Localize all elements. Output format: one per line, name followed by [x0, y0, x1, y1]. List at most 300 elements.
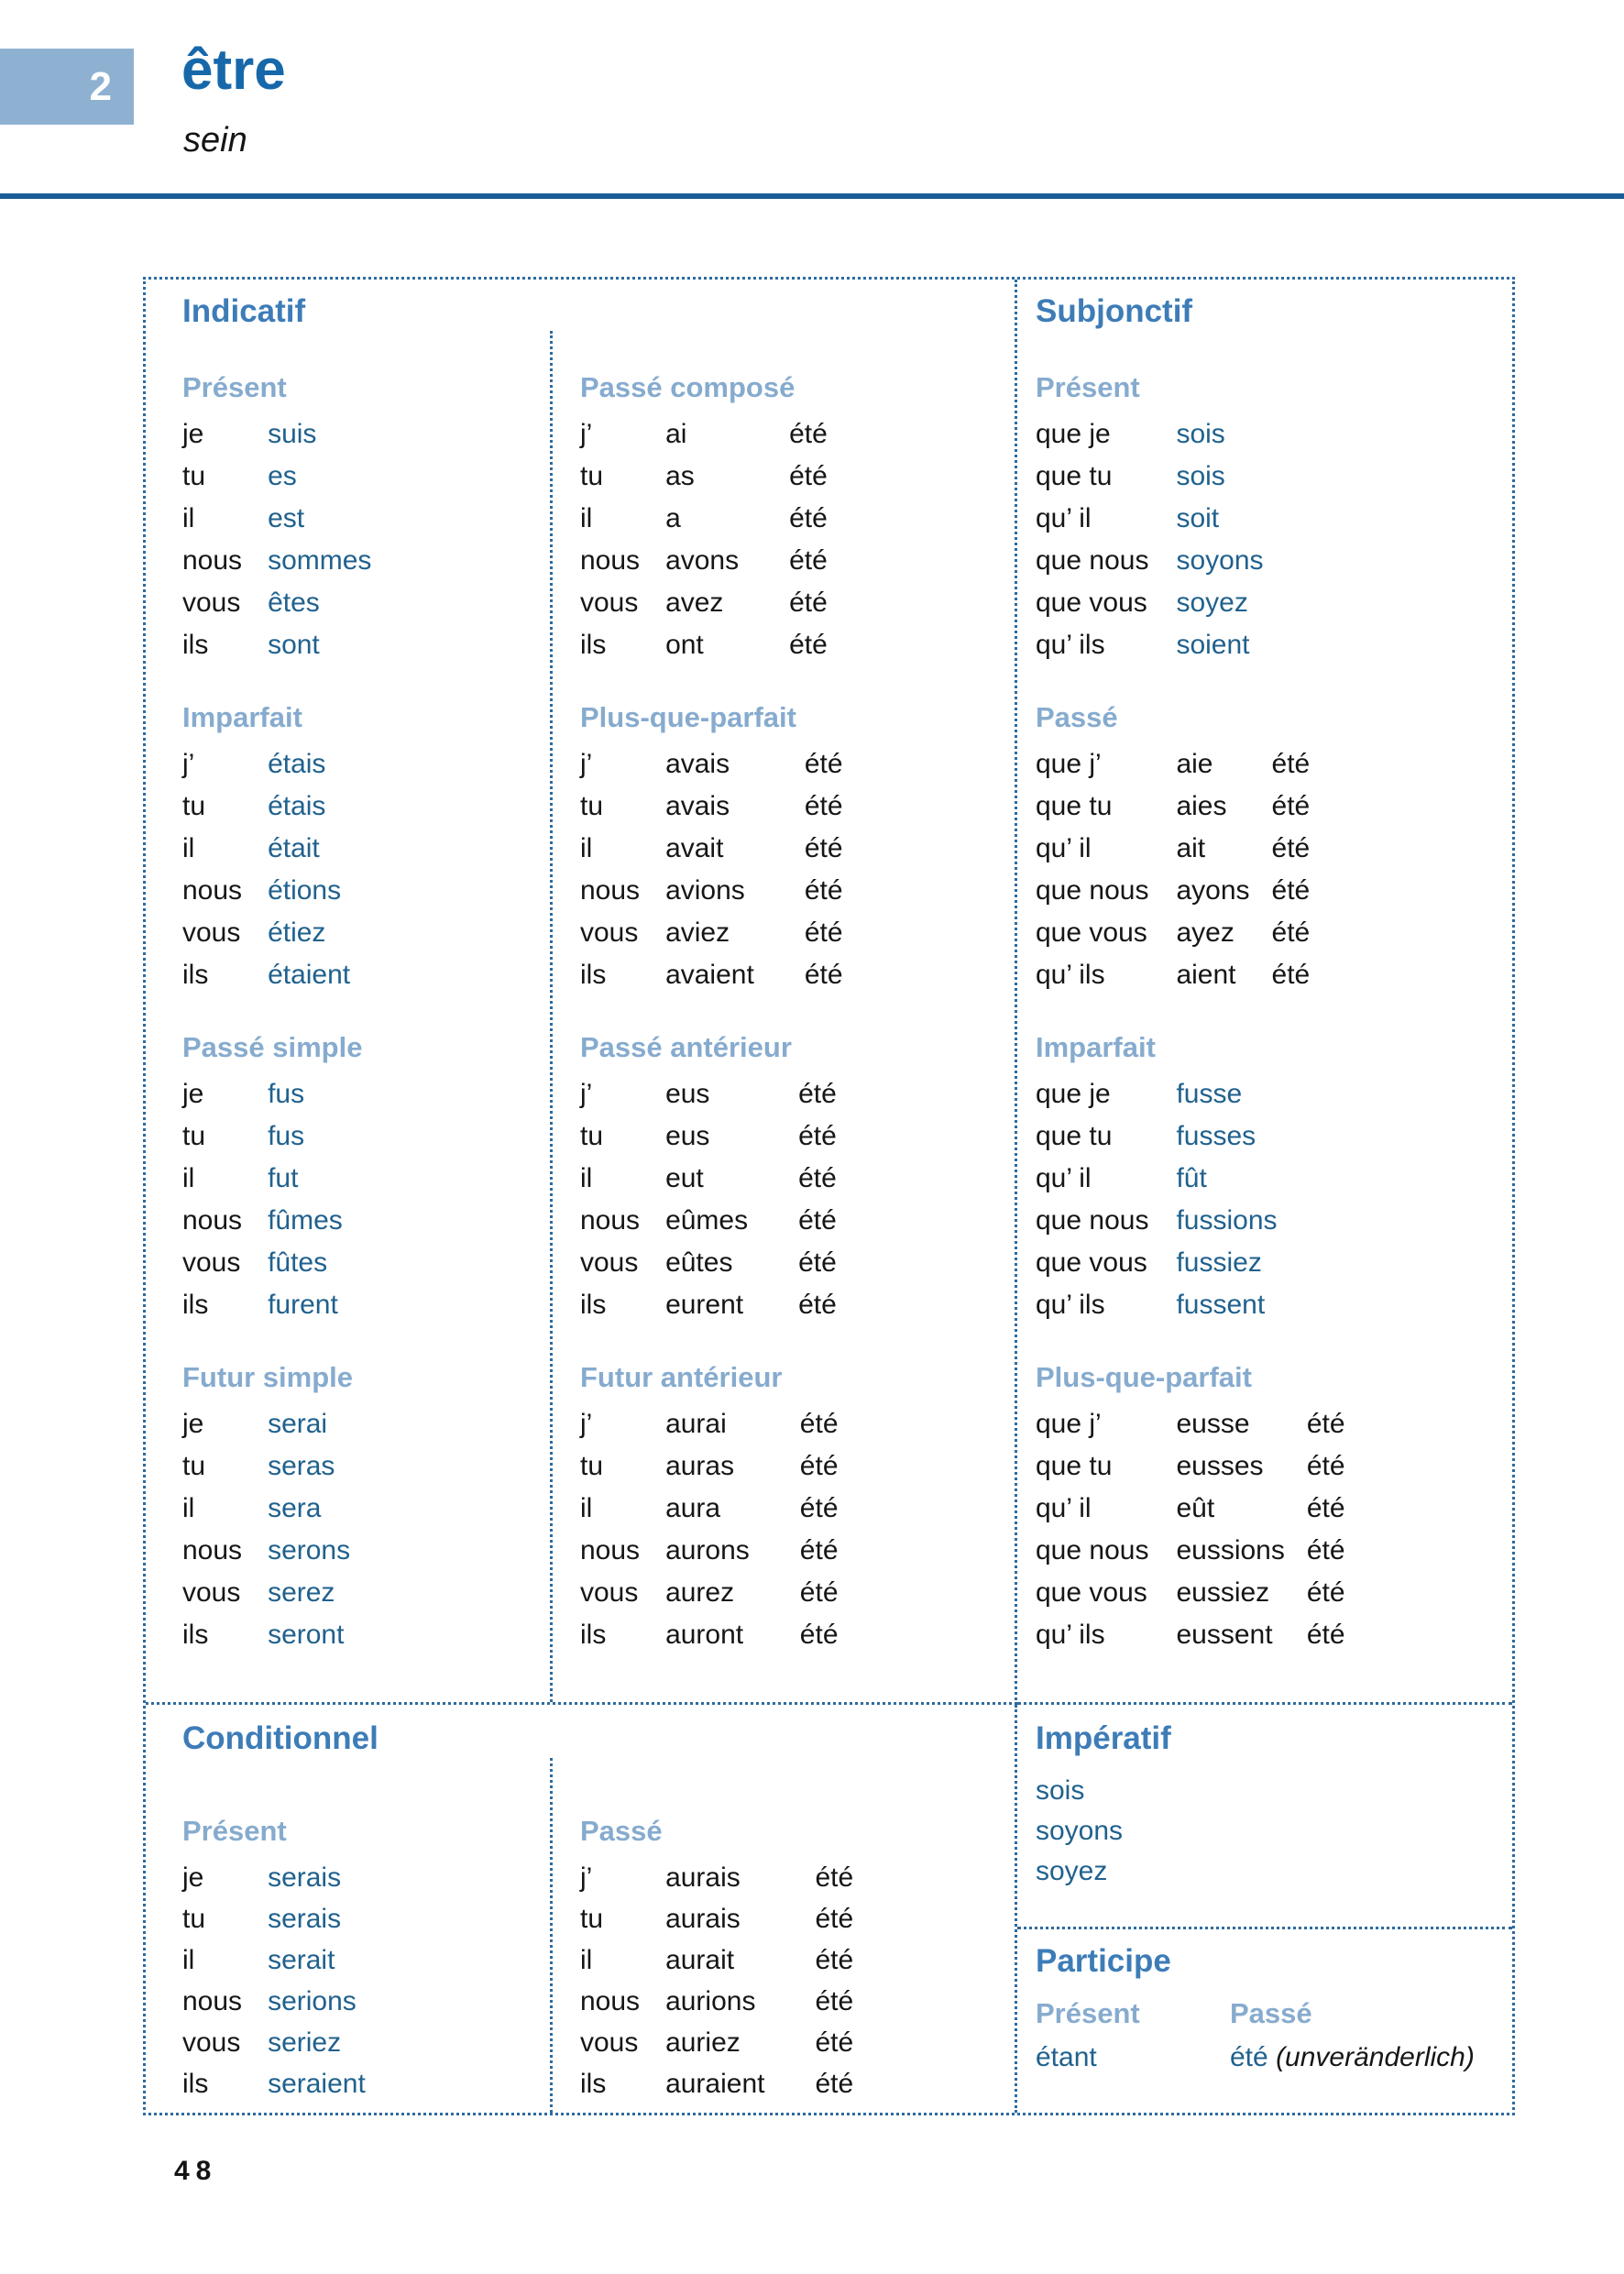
pronoun-cell: qu’ ils	[1036, 960, 1105, 990]
pronoun-cell: j’	[580, 1079, 593, 1109]
pronoun-cell: tu	[182, 1121, 206, 1151]
indicatif-passe-simple-block	[182, 1029, 550, 1326]
imperatif-participe-section	[1017, 1705, 1512, 2113]
conjugation-row	[1036, 954, 1310, 996]
auxiliary-cell: aviez	[665, 917, 730, 948]
participle-cell: été	[815, 2069, 854, 2099]
participle-cell: été	[789, 630, 828, 660]
auxiliary-cell: eus	[665, 1121, 710, 1151]
conjugation-row	[182, 1445, 350, 1488]
auxiliary-cell: auriez	[665, 2027, 741, 2058]
tense-label: Imparfait	[1036, 1031, 1156, 1063]
pronoun-cell: ils	[580, 630, 607, 660]
conjugation-row	[580, 1572, 839, 1614]
auxiliary-cell: eusses	[1176, 1451, 1264, 1481]
auxiliary-cell: aurions	[665, 1986, 756, 2016]
conjugation-row	[182, 582, 371, 624]
header-rule	[0, 193, 1624, 199]
conjugation-row	[182, 1158, 343, 1200]
conjugation-row	[1036, 1530, 1345, 1572]
conjugation-row	[580, 456, 828, 498]
verb-cell: fussent	[1176, 1290, 1266, 1320]
participle-cell: été	[815, 2027, 854, 2058]
conjugation-table	[580, 413, 828, 666]
participle-cell: été	[799, 1620, 839, 1650]
conjugation-row	[1036, 540, 1264, 582]
conjugation-row	[182, 1200, 343, 1242]
pronoun-cell: il	[182, 833, 195, 863]
verb-cell: était	[268, 833, 320, 863]
auxiliary-cell: eussions	[1176, 1535, 1285, 1565]
page-subtitle-translation: sein	[183, 121, 247, 159]
conjugation-row	[1036, 624, 1264, 666]
pronoun-cell: il	[580, 1945, 593, 1975]
tense-label: Passé	[1036, 701, 1118, 733]
pronoun-cell: tu	[182, 791, 206, 821]
auxiliary-cell: avons	[665, 545, 740, 576]
conjugation-row	[580, 1115, 837, 1158]
page-title: être	[181, 38, 286, 102]
conjugation-table	[182, 1073, 343, 1326]
verb-cell: sois	[1176, 419, 1225, 449]
tense-label: Futur simple	[182, 1361, 354, 1393]
conjugation-row	[580, 1898, 853, 1939]
conditionnel-column-2	[550, 1758, 1015, 2113]
pronoun-cell: il	[580, 1493, 593, 1523]
participle-cell: été	[815, 1862, 854, 1893]
indicatif-columns	[182, 331, 1015, 1702]
conjugation-row	[182, 456, 371, 498]
participe-section	[1017, 1929, 1512, 2076]
auxiliary-cell: aurais	[665, 1862, 741, 1893]
conjugation-row	[580, 743, 843, 785]
verb-cell: seriez	[268, 2027, 342, 2058]
conjugation-row	[1036, 1572, 1345, 1614]
participle-cell: été	[804, 875, 843, 906]
participle-cell: été	[1306, 1620, 1345, 1650]
pronoun-cell: j’	[580, 749, 593, 779]
pronoun-cell: que nous	[1036, 545, 1149, 576]
conjugation-row	[1036, 1488, 1345, 1530]
tense-label: Plus-que-parfait	[580, 701, 796, 733]
conjugation-row	[580, 1939, 853, 1981]
subjonctif-section	[1017, 280, 1512, 1705]
verb-cell: fusses	[1176, 1121, 1256, 1151]
conjugation-row	[182, 1403, 350, 1445]
pronoun-cell: nous	[182, 545, 243, 576]
conjugation-table	[182, 413, 371, 666]
conjugation-row	[580, 413, 828, 456]
conjugation-row	[182, 1898, 366, 1939]
verb-cell: seront	[268, 1620, 345, 1650]
section-title-imperatif: Impératif	[1036, 1720, 1171, 1756]
conjugation-table	[580, 743, 843, 996]
verb-cell: fus	[268, 1121, 305, 1151]
conjugation-row	[580, 582, 828, 624]
pronoun-cell: que je	[1036, 1079, 1111, 1109]
pronoun-cell: que tu	[1036, 791, 1113, 821]
conjugation-row	[580, 1158, 837, 1200]
participle-cell: été	[798, 1121, 837, 1151]
conjugation-row	[182, 1857, 366, 1898]
conjugation-table	[182, 1857, 366, 2104]
conjugation-table	[182, 1403, 350, 1656]
auxiliary-cell: ayez	[1176, 917, 1234, 948]
verb-cell: fut	[268, 1163, 299, 1193]
conjugation-row	[1036, 912, 1310, 954]
participe-passe-note: (unveränderlich)	[1276, 2042, 1475, 2072]
subjonctif-passe-block	[1036, 699, 1512, 996]
pronoun-cell: vous	[182, 1247, 241, 1278]
verb-cell: étais	[268, 791, 326, 821]
tense-label: Présent	[182, 1815, 287, 1847]
conjugation-row	[182, 2063, 366, 2104]
verb-cell: es	[268, 461, 297, 491]
conjugation-row	[580, 1445, 839, 1488]
pronoun-cell: nous	[182, 875, 243, 906]
conjugation-row	[182, 2022, 366, 2063]
pronoun-cell: vous	[580, 1247, 639, 1278]
pronoun-cell: ils	[580, 1290, 607, 1320]
conjugation-row	[182, 1073, 343, 1115]
participle-cell: été	[1271, 917, 1311, 948]
conjugation-row	[182, 1284, 343, 1326]
conjugation-row	[1036, 1115, 1278, 1158]
indicatif-column-1	[182, 331, 550, 1702]
pronoun-cell: il	[182, 1945, 195, 1975]
conjugation-table-box	[143, 277, 1515, 2115]
tense-label: Passé antérieur	[580, 1031, 792, 1063]
pronoun-cell: nous	[182, 1986, 243, 2016]
auxiliary-cell: eurent	[665, 1290, 744, 1320]
participe-labels-row	[1036, 1995, 1512, 2032]
pronoun-cell: que vous	[1036, 1247, 1147, 1278]
participle-cell: été	[804, 791, 843, 821]
verb-cell: suis	[268, 419, 317, 449]
verb-cell: serions	[268, 1986, 357, 2016]
pronoun-cell: vous	[580, 2027, 639, 2058]
pronoun-cell: tu	[182, 1904, 206, 1934]
pronoun-cell: j’	[580, 1862, 593, 1893]
verb-cell: fusse	[1176, 1079, 1243, 1109]
verb-cell: serais	[268, 1904, 342, 1934]
auxiliary-cell: aurai	[665, 1409, 727, 1439]
pronoun-cell: j’	[580, 419, 593, 449]
pronoun-cell: je	[182, 1862, 204, 1893]
indicatif-section	[146, 280, 1017, 1705]
participle-cell: été	[804, 917, 843, 948]
pronoun-cell: tu	[182, 1451, 206, 1481]
participle-cell: été	[798, 1163, 837, 1193]
pronoun-cell: il	[580, 1163, 593, 1193]
pronoun-cell: il	[580, 833, 593, 863]
pronoun-cell: ils	[580, 960, 607, 990]
auxiliary-cell: avez	[665, 588, 724, 618]
participle-cell: été	[799, 1535, 839, 1565]
auxiliary-cell: aurons	[665, 1535, 750, 1565]
participle-cell: été	[799, 1409, 839, 1439]
auxiliary-cell: eûmes	[665, 1205, 749, 1236]
indicatif-plus-que-parfait-block	[580, 699, 1015, 996]
conjugation-row	[1036, 1073, 1278, 1115]
verb-cell: sois	[1176, 461, 1225, 491]
auxiliary-cell: eut	[665, 1163, 704, 1193]
verb-cell: sont	[268, 630, 320, 660]
participle-cell: été	[1271, 833, 1311, 863]
pronoun-cell: j’	[580, 1409, 593, 1439]
auxiliary-cell: avais	[665, 791, 730, 821]
indicatif-column-2	[550, 331, 1015, 1702]
indicatif-present-block	[182, 369, 550, 666]
subjonctif-plus-que-parfait-block	[1036, 1359, 1512, 1656]
pronoun-cell: nous	[580, 1205, 641, 1236]
pronoun-cell: que j’	[1036, 749, 1102, 779]
pronoun-cell: ils	[182, 1290, 209, 1320]
pronoun-cell: nous	[580, 545, 641, 576]
conditionnel-present-block	[182, 1813, 550, 2104]
indicatif-imparfait-block	[182, 699, 550, 996]
indicatif-futur-anterieur-block	[580, 1359, 1015, 1656]
pronoun-cell: tu	[580, 1121, 604, 1151]
subjonctif-present-block	[1036, 369, 1512, 666]
participle-cell: été	[815, 1945, 854, 1975]
participe-passe-label: Passé	[1230, 1997, 1312, 2029]
conjugation-row	[580, 1403, 839, 1445]
pronoun-cell: nous	[580, 875, 641, 906]
page-number: 48	[174, 2156, 218, 2186]
pronoun-cell: qu’ il	[1036, 1163, 1092, 1193]
pronoun-cell: vous	[182, 588, 241, 618]
conjugation-row	[182, 1488, 350, 1530]
verb-cell: soyons	[1176, 545, 1264, 576]
conjugation-row	[182, 912, 350, 954]
conjugation-row	[580, 1857, 853, 1898]
conjugation-table	[1036, 413, 1264, 666]
conjugation-row	[580, 954, 843, 996]
auxiliary-cell: aurez	[665, 1577, 735, 1608]
pronoun-cell: tu	[580, 791, 604, 821]
auxiliary-cell: eusse	[1176, 1409, 1250, 1439]
participle-cell: été	[1271, 791, 1311, 821]
section-title-conditionnel: Conditionnel	[182, 1720, 379, 1756]
participle-cell: été	[1271, 875, 1311, 906]
verb-cell: étions	[268, 875, 342, 906]
verb-cell: étais	[268, 749, 326, 779]
participle-cell: été	[804, 960, 843, 990]
verb-cell: serait	[268, 1945, 335, 1975]
chapter-number: 2	[89, 63, 112, 109]
pronoun-cell: qu’ il	[1036, 1493, 1092, 1523]
conditionnel-column-1	[182, 1758, 550, 2113]
auxiliary-cell: avait	[665, 833, 724, 863]
imperative-forms	[1036, 1771, 1512, 1892]
conjugation-row	[182, 1939, 366, 1981]
participle-cell: été	[804, 749, 843, 779]
pronoun-cell: vous	[580, 1577, 639, 1608]
conjugation-row	[580, 2022, 853, 2063]
pronoun-cell: vous	[182, 917, 241, 948]
pronoun-cell: tu	[182, 461, 206, 491]
participle-cell: été	[798, 1290, 837, 1320]
pronoun-cell: que vous	[1036, 917, 1147, 948]
indicatif-passe-anterieur-block	[580, 1029, 1015, 1326]
participle-cell: été	[789, 503, 828, 533]
pronoun-cell: nous	[580, 1986, 641, 2016]
pronoun-cell: que vous	[1036, 1577, 1147, 1608]
auxiliary-cell: eûtes	[665, 1247, 733, 1278]
participle-cell: été	[1306, 1535, 1345, 1565]
participle-cell: été	[1271, 749, 1311, 779]
tense-label: Passé simple	[182, 1031, 363, 1063]
participle-cell: été	[789, 419, 828, 449]
auxiliary-cell: ayons	[1176, 875, 1250, 906]
verb-cell: serez	[268, 1577, 335, 1608]
auxiliary-cell: ait	[1176, 833, 1206, 863]
verb-cell: seraient	[268, 2069, 366, 2099]
participle-cell: été	[789, 461, 828, 491]
pronoun-cell: vous	[580, 917, 639, 948]
verb-cell: sera	[268, 1493, 322, 1523]
pronoun-cell: que nous	[1036, 1205, 1149, 1236]
conjugation-row	[1036, 456, 1264, 498]
conditionnel-columns	[182, 1758, 1015, 2113]
section-title-subjonctif: Subjonctif	[1036, 293, 1193, 329]
pronoun-cell: je	[182, 419, 204, 449]
participle-cell: été	[1271, 960, 1311, 990]
conjugation-row	[182, 1614, 350, 1656]
conjugation-row	[580, 1073, 837, 1115]
pronoun-cell: vous	[580, 588, 639, 618]
auxiliary-cell: aura	[665, 1493, 721, 1523]
participle-cell: été	[799, 1493, 839, 1523]
conjugation-row	[1036, 1445, 1345, 1488]
verb-cell: êtes	[268, 588, 320, 618]
verb-cell: soyez	[1176, 588, 1248, 618]
participle-cell: été	[1306, 1409, 1345, 1439]
auxiliary-cell: aurais	[665, 1904, 741, 1934]
pronoun-cell: tu	[580, 461, 604, 491]
tense-label: Passé	[580, 1815, 663, 1847]
conjugation-row	[580, 2063, 853, 2104]
conjugation-row	[580, 1614, 839, 1656]
participle-cell: été	[798, 1247, 837, 1278]
conditionnel-section	[146, 1705, 1017, 2113]
tense-label: Présent	[1036, 371, 1140, 403]
pronoun-cell: vous	[182, 2027, 241, 2058]
pronoun-cell: il	[580, 503, 593, 533]
section-title-indicatif: Indicatif	[182, 293, 306, 329]
imperative-form: sois	[1036, 1775, 1085, 1806]
conjugation-row	[580, 540, 828, 582]
conjugation-row	[182, 954, 350, 996]
auxiliary-cell: auras	[665, 1451, 735, 1481]
auxiliary-cell: avions	[665, 875, 745, 906]
verb-cell: soit	[1176, 503, 1220, 533]
pronoun-cell: je	[182, 1079, 204, 1109]
conjugation-row	[580, 785, 843, 828]
verb-cell: serons	[268, 1535, 351, 1565]
tense-label: Imparfait	[182, 701, 302, 733]
pronoun-cell: ils	[182, 1620, 209, 1650]
conjugation-table	[580, 1857, 853, 2104]
participle-cell: été	[804, 833, 843, 863]
pronoun-cell: il	[182, 1163, 195, 1193]
auxiliary-cell: a	[665, 503, 681, 533]
pronoun-cell: que j’	[1036, 1409, 1102, 1439]
participle-cell: été	[798, 1205, 837, 1236]
pronoun-cell: ils	[580, 2069, 607, 2099]
verb-cell: fus	[268, 1079, 305, 1109]
verb-cell: serais	[268, 1862, 342, 1893]
conjugation-row	[182, 498, 371, 540]
verb-cell: serai	[268, 1409, 328, 1439]
tense-label: Futur antérieur	[580, 1361, 783, 1393]
chapter-number-badge	[0, 49, 134, 125]
auxiliary-cell: auraient	[665, 2069, 765, 2099]
verb-cell: furent	[268, 1290, 338, 1320]
pronoun-cell: ils	[580, 1620, 607, 1650]
pronoun-cell: ils	[182, 960, 209, 990]
indicatif-passe-compose-block	[580, 369, 1015, 666]
pronoun-cell: que tu	[1036, 461, 1113, 491]
auxiliary-cell: ont	[665, 630, 704, 660]
participle-cell: été	[798, 1079, 837, 1109]
verb-cell: fûmes	[268, 1205, 343, 1236]
pronoun-cell: que tu	[1036, 1451, 1113, 1481]
conjugation-row	[182, 785, 350, 828]
verb-cell: est	[268, 503, 305, 533]
auxiliary-cell: avais	[665, 749, 730, 779]
participe-present-form: étant	[1036, 2042, 1097, 2072]
pronoun-cell: qu’ ils	[1036, 1290, 1105, 1320]
conjugation-row	[1036, 870, 1310, 912]
pronoun-cell: il	[182, 503, 195, 533]
conjugation-row	[182, 1530, 350, 1572]
conjugation-row	[580, 1981, 853, 2022]
conjugation-row	[182, 870, 350, 912]
participe-passe-form: été	[1230, 2042, 1268, 2072]
verb-cell: fussions	[1176, 1205, 1278, 1236]
conjugation-row	[580, 1488, 839, 1530]
auxiliary-cell: eussiez	[1176, 1577, 1270, 1608]
pronoun-cell: il	[182, 1493, 195, 1523]
conjugation-row	[182, 413, 371, 456]
conjugation-row	[1036, 413, 1264, 456]
pronoun-cell: je	[182, 1409, 204, 1439]
pronoun-cell: tu	[580, 1451, 604, 1481]
conjugation-table	[580, 1073, 837, 1326]
conjugation-row	[182, 828, 350, 870]
verb-cell: soient	[1176, 630, 1250, 660]
pronoun-cell: j’	[182, 749, 195, 779]
auxiliary-cell: auront	[665, 1620, 744, 1650]
participle-cell: été	[1306, 1493, 1345, 1523]
participle-cell: été	[1306, 1451, 1345, 1481]
participe-passe-form-group	[1230, 2039, 1512, 2076]
tense-label: Présent	[182, 371, 287, 403]
conjugation-row	[182, 624, 371, 666]
auxiliary-cell: eus	[665, 1079, 710, 1109]
participle-cell: été	[789, 588, 828, 618]
imperatif-section	[1017, 1705, 1512, 1929]
conjugation-row	[182, 1572, 350, 1614]
pronoun-cell: tu	[580, 1904, 604, 1934]
pronoun-cell: que nous	[1036, 1535, 1149, 1565]
conjugation-row	[580, 1284, 837, 1326]
participle-cell: été	[1306, 1577, 1345, 1608]
conjugation-row	[580, 498, 828, 540]
subjonctif-imparfait-block	[1036, 1029, 1512, 1326]
